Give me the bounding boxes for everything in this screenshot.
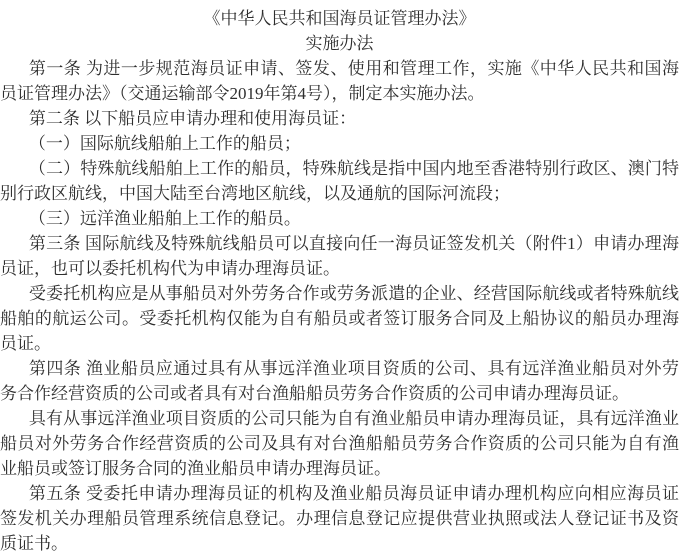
paragraph-article-2-item-1: （一）国际航线船舶上工作的船员；	[28, 134, 301, 153]
paragraph-article-1: 第一条 为进一步规范海员证申请、签发、使用和管理工作，实施《中华人民共和国海员证管理办法》（交通运输部令2019年第4号），制定本实施办法。	[0, 59, 679, 103]
paragraph-article-4-second: 具有从事远洋渔业项目资质的公司只能为自有渔业船员申请办理海员证，具有远洋渔业船员对外劳务合作经营资质的公司及具有对台渔船船员劳务合作资质的公司只能为自有渔业船员或签订服务合同的渔业船员申请办理海员证。	[0, 409, 679, 478]
paragraph-article-2-item-3: （三）远洋渔业船舶上工作的船员。	[28, 209, 301, 228]
paragraph-article-2: 第二条 以下船员应申请办理和使用海员证：	[28, 109, 357, 128]
paragraph-article-5: 第五条 受委托申请办理海员证的机构及渔业船员海员证申请办理机构应向相应海员证签发机关办理船员管理系统信息登记。办理信息登记应提供营业执照或法人登记证书及资质证书。	[0, 484, 679, 553]
paragraph-article-3-second: 受委托机构应是从事船员对外劳务合作或劳务派遣的企业、经营国际航线或者特殊航线船舶的航运公司。受委托机构仅能为自有船员或者签订服务合同及上船协议的船员办理海员证。	[0, 284, 679, 353]
document-subtitle: 实施办法	[305, 34, 374, 53]
paragraph-article-3: 第三条 国际航线及特殊航线船员可以直接向任一海员证签发机关（附件1）申请办理海员证，也可以委托机构代为申请办理海员证。	[0, 234, 679, 278]
paragraph-article-4: 第四条 渔业船员应通过具有从事远洋渔业项目资质的公司、具有远洋渔业船员对外劳务合作经营资质的公司或者具有对台渔船船员劳务合作资质的公司申请办理海员证。	[0, 359, 679, 403]
document-title: 《中华人民共和国海员证管理办法》	[203, 9, 476, 28]
paragraph-article-2-item-2: （二）特殊航线船舶上工作的船员，特殊航线是指中国内地至香港特别行政区、澳门特别行政区航线，中国大陆至台湾地区航线，以及通航的国际河流段；	[0, 159, 679, 203]
